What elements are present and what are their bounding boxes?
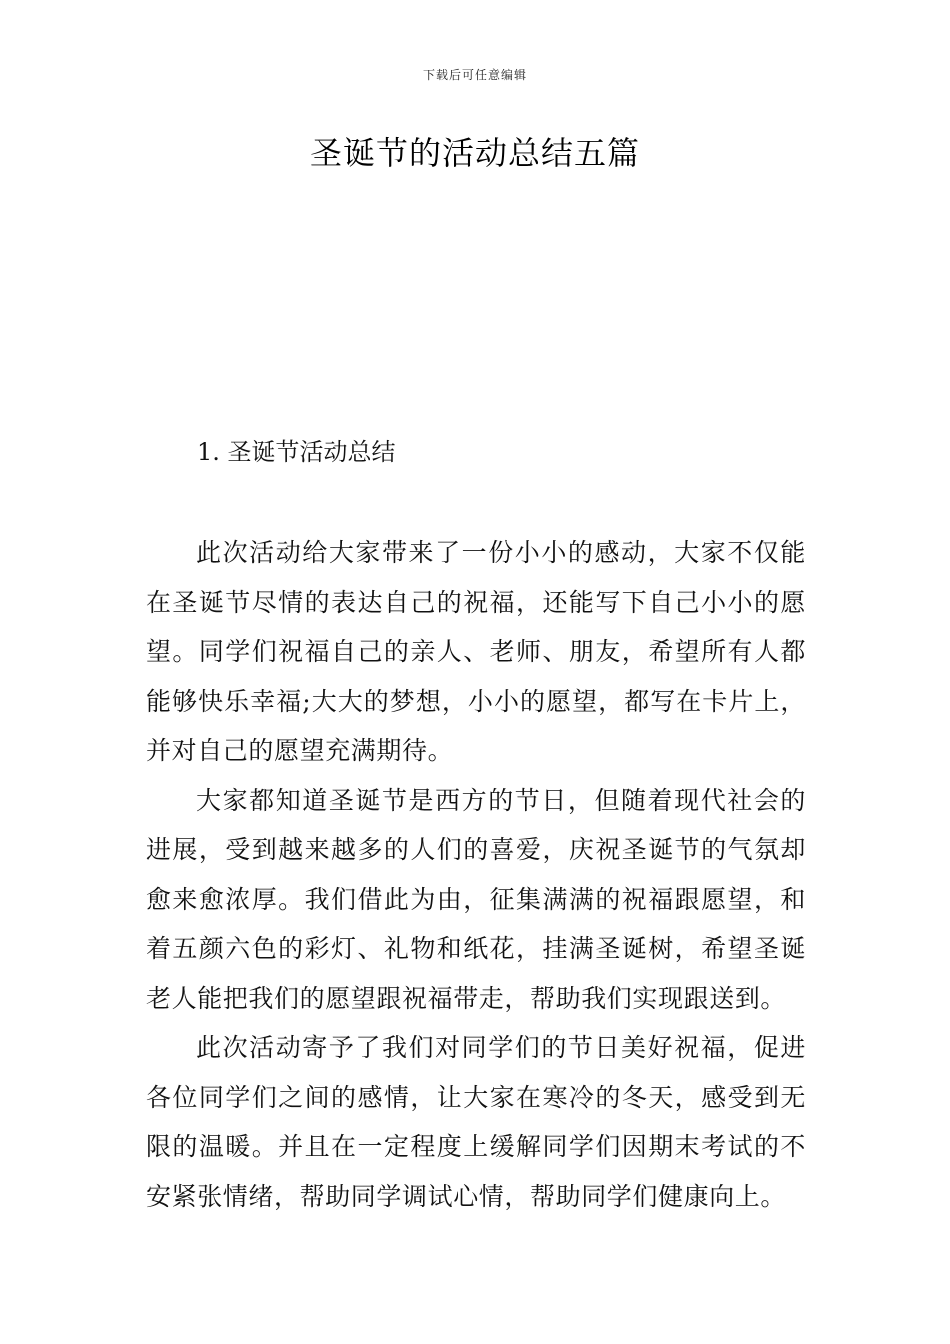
header-note: 下载后可任意编辑 xyxy=(422,68,527,82)
paragraph-1: 此次活动给大家带来了一份小小的感动，大家不仅能在圣诞节尽情的表达自己的祝福，还能写下自己小小的愿望。同学们祝福自己的亲人、老师、朋友，希望所有人都能够快乐幸福;大大的梦想，小小的愿望，都写在卡片上，并对自己的愿望充满期待。 xyxy=(146,538,806,765)
document-title: 圣诞节的活动总结五篇 xyxy=(309,134,640,172)
section-heading: 1. 圣诞节活动总结 xyxy=(197,438,396,466)
paragraph-2: 大家都知道圣诞节是西方的节日，但随着现代社会的进展，受到越来越多的人们的喜爱，庆祝圣诞节的气氛却愈来愈浓厚。我们借此为由，征集满满的祝福跟愿望，和着五颜六色的彩灯、礼物和纸花，挂满圣诞树，希望圣诞老人能把我们的愿望跟祝福带走，帮助我们实现跟送到。 xyxy=(146,785,806,1013)
section-body xyxy=(146,528,806,1221)
paragraph-3: 此次活动寄予了我们对同学们的节日美好祝福，促进各位同学们之间的感情，让大家在寒冷的冬天，感受到无限的温暖。并且在一定程度上缓解同学们因期末考试的不安紧张情绪，帮助同学调试心情，帮助同学们健康向上。 xyxy=(146,1033,806,1211)
